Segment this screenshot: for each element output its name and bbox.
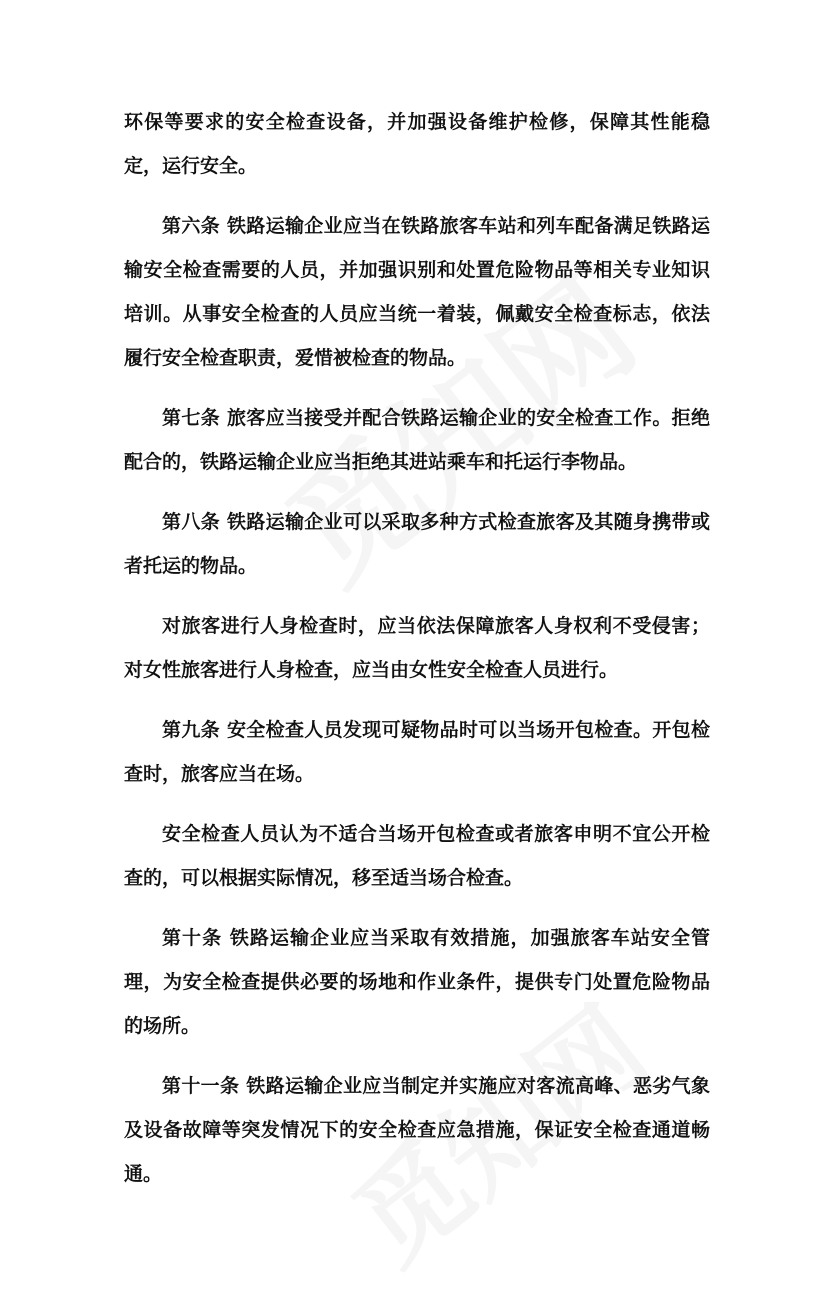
paragraph-article-7: 第七条 旅客应当接受并配合铁路运输企业的安全检查工作。拒绝配合的，铁路运输企业应当拒绝其进站乘车和托运行李物品。 — [124, 407, 710, 473]
paragraph-article-8: 第八条 铁路运输企业可以采取多种方式检查旅客及其随身携带或者托运的物品。 — [124, 511, 710, 577]
paragraph-article-8-clause-2: 对旅客进行人身检查时，应当依法保障旅客人身权利不受侵害；对女性旅客进行人身检查，应当由女性安全检查人员进行。 — [124, 615, 710, 681]
paragraph-article-11: 第十一条 铁路运输企业应当制定并实施应对客流高峰、恶劣气象及设备故障等突发情况下的安全检查应急措施，保证安全检查通道畅通。 — [124, 1075, 710, 1185]
document-body — [124, 100, 710, 1212]
paragraph-article-9: 第九条 安全检查人员发现可疑物品时可以当场开包检查。开包检查时，旅客应当在场。 — [124, 719, 710, 785]
paragraph-continuation: 环保等要求的安全检查设备，并加强设备维护检修，保障其性能稳定，运行安全。 — [124, 111, 710, 177]
paragraph-article-9-clause-2: 安全检查人员认为不适合当场开包检查或者旅客申明不宜公开检查的，可以根据实际情况，移至适当场合检查。 — [124, 823, 710, 889]
paragraph-article-10: 第十条 铁路运输企业应当采取有效措施，加强旅客车站安全管理，为安全检查提供必要的场地和作业条件，提供专门处置危险物品的场所。 — [124, 927, 710, 1037]
paragraph-article-6: 第六条 铁路运输企业应当在铁路旅客车站和列车配备满足铁路运输安全检查需要的人员，并加强识别和处置危险物品等相关专业知识培训。从事安全检查的人员应当统一着装，佩戴安全检查标志，依法履行安全检查职责，爱惜被检查的物品。 — [124, 215, 710, 369]
